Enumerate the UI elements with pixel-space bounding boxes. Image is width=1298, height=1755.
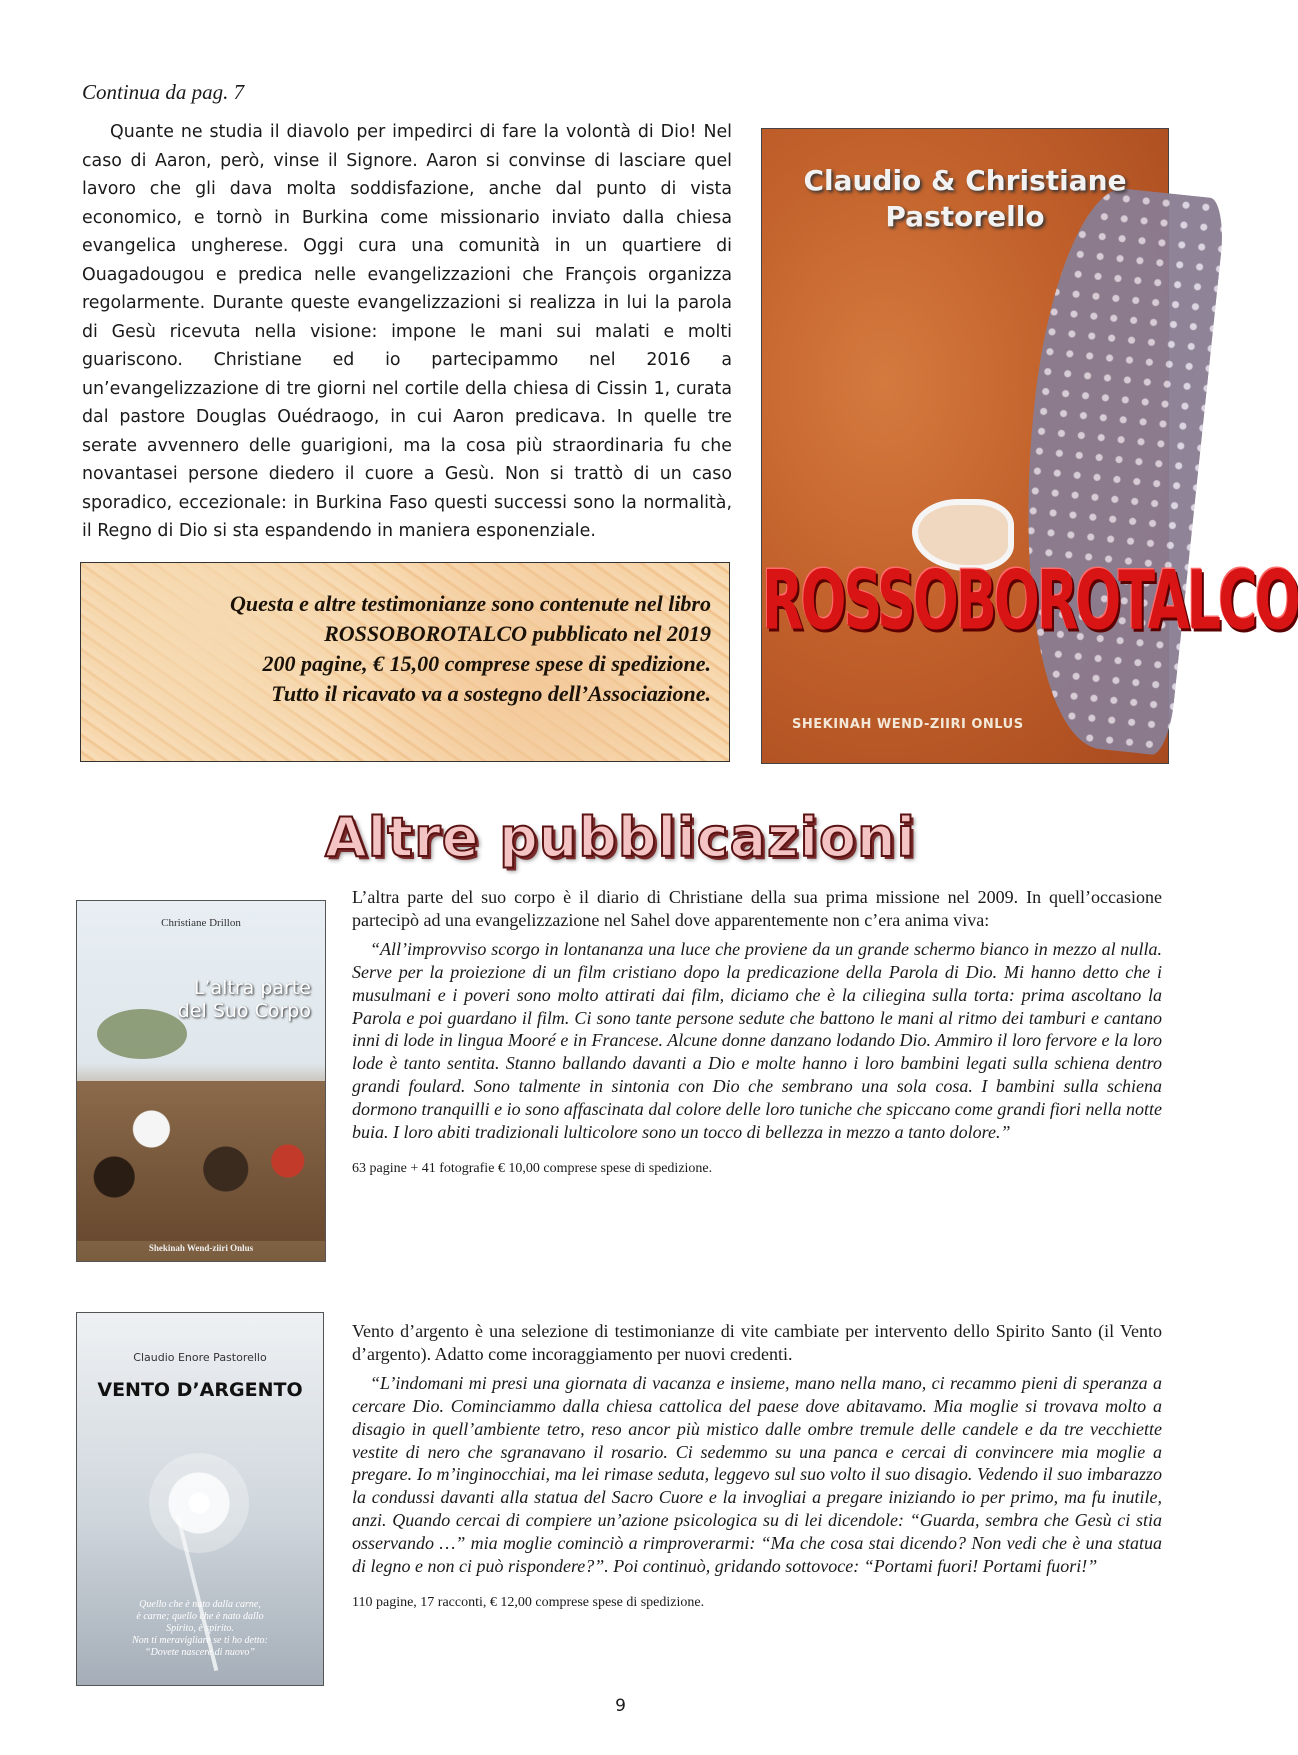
dandelion-icon	[149, 1453, 249, 1553]
book-cover-vento-argento	[76, 1312, 324, 1686]
dress-illustration	[999, 182, 1227, 757]
cover-title: ROSSOBOROTALCO	[762, 553, 1298, 648]
book2-intro: Vento d’argento è una selezione di testimonianze di vite cambiate per intervento dello Spirito Santo (il Vento d’argento). Adatto come incoraggiamento per nuovi credenti.	[352, 1321, 1162, 1364]
cover2-author: Claudio Enore Pastorello	[133, 1351, 267, 1364]
book1-quote: “All’improvviso scorgo in lontananza una luce che proviene da un grande schermo bianco in mezzo al nulla. Serve per la proiezione di un film cristiano dopo la predicazione della Parola di Dio. Mi hanno detto che i musulmani e i poveri sono molto attirati dai film, diciamo che è la ciliegina sulla torta: prima ascoltano la Parola e poi guardano il film. Ci sono tante persone sedute che battono le mani al ritmo dei tamburi e cantano inni di lode in lingua Mooré e in Francese. Alcune donne danzano lodando Dio. Ammiro il loro fervore e la loro lode è tanto sentita. Stanno ballando davanti a Dio e molte hanno i loro bambini legati sulla schiena dentro grandi foulard. Sono talmente in sintonia con Dio che sembrano una sola cosa. I bambini sulla schiena dormono tranquilli e io sono affascinata dal colore delle loro tuniche che spiccano come grandi fiori nella notte buia. I loro abiti tradizionali lulticolore sono un tocco di bellezza in mezzo a tanto dolore.”	[352, 938, 1162, 1143]
book1-intro: L’altra parte del suo corpo è il diario di Christiane della sua prima missione nel 2009. In quell’occasione partecipò ad una evangelizzazione nel Sahel dove apparentemente non c’era anima viva:	[352, 887, 1162, 930]
info-line-3: 200 pagine, € 15,00 comprese spese di spedizione.	[262, 651, 711, 676]
book1-caption: 63 pagine + 41 fotografie € 10,00 comprese spese di spedizione.	[352, 1160, 713, 1176]
cover2-verse-line: Spirito, è spirito.	[166, 1623, 234, 1634]
cover1-publisher: Shekinah Wend-ziiri Onlus	[148, 1243, 254, 1253]
cover2-verse-line: è carne; quello che è nato dallo	[136, 1611, 264, 1622]
cover2-verse-line: Quello che è nato dalla carne,	[139, 1599, 261, 1610]
cover2-title: VENTO D’ARGENTO	[97, 1379, 303, 1401]
book-cover-rossoborotalco	[761, 128, 1298, 764]
cover-authors	[762, 163, 1168, 235]
tree-illustration	[97, 1009, 187, 1059]
book-cover-altra-parte	[76, 900, 326, 1262]
cover-authors-line1: Claudio & Christiane	[803, 164, 1127, 197]
book2-quote: “L’indomani mi presi una giornata di vacanza e insieme, mano nella mano, ci recammo pieni di speranza a cercare Dio. Cominciammo dalla chiesa cattolica del paese dove abitavamo. Mia moglie si trovava molto a disagio in quell’ambiente tetro, reso ancor più mistico dalle ombre tremule delle candele e da tre vecchiette vestite di nero che sgranavano il rosario. Ci sedemmo su una panca e cercai di convincere mia moglie a pregare. Io m’inginocchiai, ma lei rimase seduta, leggevo sul suo volto il suo disagio. Vedendo il suo imbarazzo la condussi davanti alla statua del Sacro Cuore e la invogliai a pregare iniziando io per primo, ma fu inutile, anzi. Quando cercai di compiere un’azione psicologica su di lei dicendole: “Guarda, sembra che Gesù ci stia osservando …” mia moglie cominciò a rimproverarmi: “Ma che cosa stai dicendo? Non vedi che è una statua di legno e non ci può rispondere?”. Poi continuò, gridando sottovoce: “Portami fuori! Portami fuori!”	[352, 1372, 1162, 1577]
cover-publisher: SHEKINAH WEND-ZIIRI ONLUS	[792, 717, 1024, 732]
info-line-1: Questa e altre testimonianze sono contenute nel libro	[230, 591, 711, 616]
children-photo	[77, 1081, 325, 1241]
book1-description	[352, 886, 1162, 1181]
book-info-box	[80, 562, 730, 762]
intro-paragraph: Quante ne studia il diavolo per impedirci di fare la volontà di Dio! Nel caso di Aaron, però, vinse il Signore. Aaron si convinse di lasciare quel lavoro che gli dava molta soddisfazione, anche dal punto di vista economico, e tornò in Burkina come missionario inviato dalla chiesa evangelica ungherese. Oggi cura una comunità in un quartiere di Ouagadougou e predica nelle evangelizzazioni che François organizza regolarmente. Durante queste evangelizzazioni si realizza in lui la parola di Gesù ricevuta nella visione: impone le mani sui malati e molti guariscono. Christiane ed io partecipammo nel 2016 a un’evangelizzazione di tre giorni nel cortile della chiesa di Cissin 1, curata dal pastore Douglas Ouédraogo, in cui Aaron predicava. In quelle tre serate avvennero delle guarigioni, ma la cosa più straordinaria fu che novantasei persone diedero il cuore a Gesù. Non si trattò di un caso sporadico, eccezionale: in Burkina Faso questi successi sono la normalità, il Regno di Dio si sta espandendo in maniera esponenziale.	[82, 122, 732, 541]
cover1-title-line2: del Suo Corpo	[177, 1000, 311, 1022]
cover1-title	[178, 977, 311, 1023]
cover2-verse-line: Non ti meravigliare se ti ho detto:	[132, 1635, 268, 1646]
book2-caption: 110 pagine, 17 racconti, € 12,00 comprese spese di spedizione.	[352, 1594, 705, 1610]
cover2-verse-line: “Dovete nascere di nuovo”	[145, 1647, 255, 1658]
book2-description	[352, 1320, 1162, 1615]
info-line-2: ROSSOBOROTALCO pubblicato nel 2019	[324, 621, 711, 646]
cover2-verse	[77, 1599, 323, 1659]
cover1-title-line1: L’altra parte	[193, 977, 311, 999]
page-number: 9	[615, 1696, 626, 1716]
info-line-4: Tutto il ricavato va a sostegno dell’Associazione.	[271, 681, 711, 706]
continued-from-label: Continua da pag. 7	[82, 80, 245, 104]
section-title: Altre pubblicazioni	[324, 806, 917, 869]
cover-authors-line2: Pastorello	[885, 200, 1045, 233]
cover1-author: Christiane Drillon	[161, 917, 241, 929]
